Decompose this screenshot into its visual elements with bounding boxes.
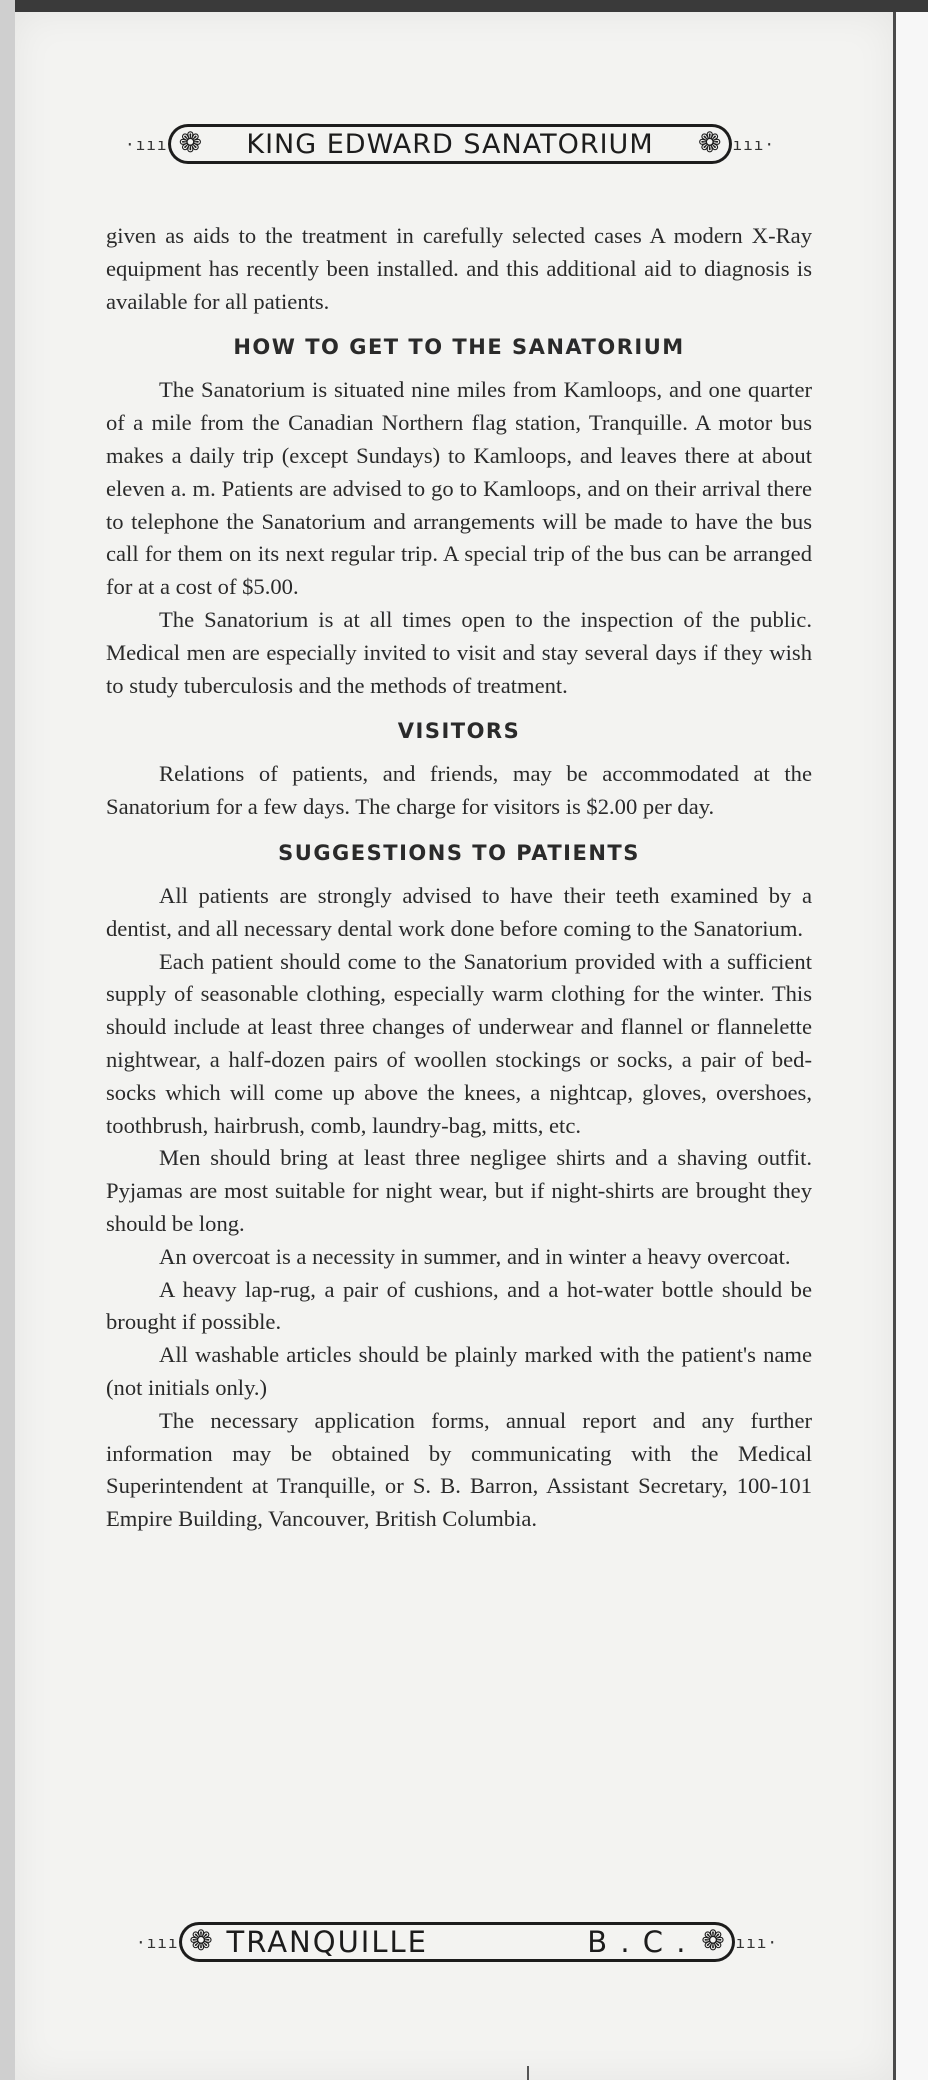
footer-province: B . C . — [587, 1925, 688, 1959]
rosette-ornament-icon: ❁ — [690, 124, 733, 164]
paragraph: All washable articles should be plainly marked with the patient's name (not initials only.) — [106, 1342, 812, 1400]
scan-right-margin — [896, 12, 928, 2080]
scan-top-edge — [0, 0, 928, 12]
scan-left-edge — [0, 0, 15, 2080]
paragraph: The Sanatorium is at all times open to the inspection of the public. Medical men are especially invited to visit and stay several days if they wish to study tuberculosis and the methods of treatment. — [106, 606, 812, 698]
section-heading-how-to-get: HOW TO GET TO THE SANATORIUM — [233, 335, 685, 360]
banner-dashes-right: ııı· — [735, 1932, 778, 1952]
paragraph: Men should bring at least three negligee shirts and a shaving outfit. Pyjamas are most suitable for night wear, but if night-shirts are brought they should be long. — [106, 1145, 812, 1236]
document-body — [106, 220, 812, 1536]
header-banner — [125, 124, 775, 164]
rosette-ornament-icon: ❁ — [693, 1922, 735, 1962]
banner-dashes-left: ·ııı — [125, 134, 168, 154]
footer-banner — [136, 1922, 778, 1962]
paragraph: An overcoat is a necessity in summer, and in winter a heavy overcoat. — [159, 1243, 791, 1269]
paragraph: Relations of patients, and friends, may be accommodated at the Sanatorium for a few days. The charge for visitors is $2.00 per day. — [106, 761, 812, 820]
footer-place-name: TRANQUILLE — [226, 1925, 428, 1959]
intro-paragraph: given as aids to the treatment in carefully selected cases A modern X-Ray equipment has recently been installed. and this additional aid to diagnosis is available for all patients. — [106, 223, 812, 314]
rosette-ornament-icon: ❁ — [179, 1922, 221, 1962]
rosette-ornament-icon: ❁ — [168, 124, 211, 164]
paragraph: The necessary application forms, annual report and any further information may be obtained by communicating with the Medical Superintendent at Tranquille, or S. B. Barron, Assistant Secretary, 100-101 Empire Building, Vancouver, British Columbia. — [106, 1407, 812, 1532]
paragraph: A heavy lap-rug, a pair of cushions, and a hot-water bottle should be brought if possible. — [106, 1276, 812, 1335]
banner-dashes-left: ·ııı — [136, 1932, 179, 1952]
scan-bottom-mark — [527, 2066, 529, 2080]
header-banner-title: KING EDWARD SANATORIUM — [210, 124, 690, 164]
section-heading-visitors: VISITORS — [397, 719, 521, 744]
paragraph: The Sanatorium is situated nine miles from Kamloops, and one quarter of a mile from the Canadian Northern flag station, Tranquille. A motor bus makes a daily trip (except Sundays) to Kamloops, and leaves there at about eleven a. m. Patients are advised to go to Kamloops, and on their arrival there to telephone the Sanatorium and arrangements will be made to have the bus call for them on its next regular trip. A special trip of the bus can be arranged for at a cost of $5.00. — [106, 377, 812, 600]
paragraph: All patients are strongly advised to have their teeth examined by a dentist, and all necessary dental work done before coming to the Sanatorium. — [106, 882, 812, 941]
paragraph: Each patient should come to the Sanatorium provided with a sufficient supply of seasonable clothing, especially warm clothing for the winter. This should include at least three changes of underwear and flannel or flannelette nightwear, a half-dozen pairs of woollen stockings or socks, a pair of bed-socks which will come up above the knees, a nightcap, gloves, overshoes, toothbrush, hairbrush, comb, laundry-bag, mitts, etc. — [106, 948, 812, 1138]
section-heading-suggestions: SUGGESTIONS TO PATIENTS — [278, 840, 640, 865]
footer-banner-body — [221, 1922, 694, 1962]
banner-dashes-right: ııı· — [732, 134, 775, 154]
